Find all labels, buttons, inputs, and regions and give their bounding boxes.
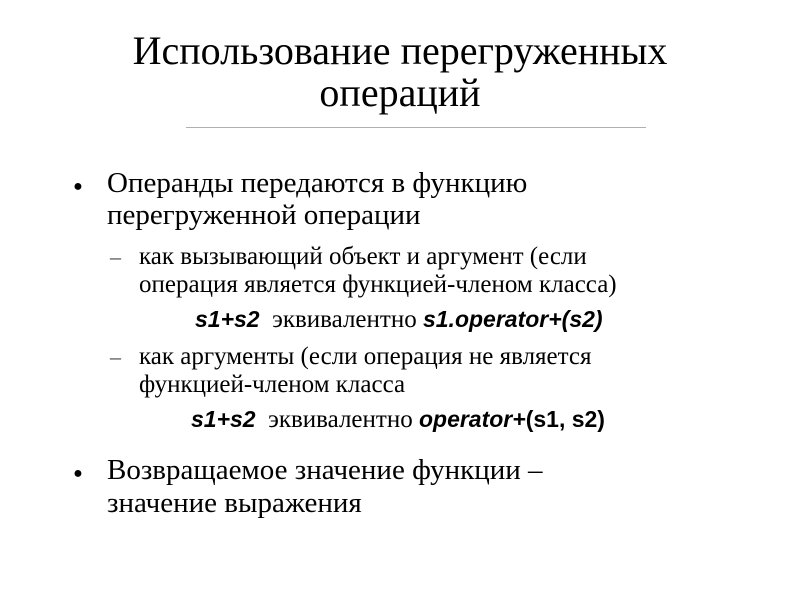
example-2 [191,404,605,435]
example-2-lhs: s1+s2 [191,406,256,432]
slide-title-line2: операций [319,70,481,115]
bullet-2-line2: значение выражения [107,487,362,519]
dash-icon: – [110,244,121,269]
example-1-word: эквивалентно [272,306,417,333]
example-1-rhs: s1.operator+(s2) [422,306,603,332]
bullet-1-line2: перегруженной операции [107,199,421,231]
subitem-1-line1: как вызывающий объект и аргумент (если [139,243,587,270]
subitem-2-line2: функцией-членом класса [139,371,406,398]
example-2-rhs-args: (s1, s2) [525,406,605,432]
bullet-1-line1: Операнды передаются в функцию [107,167,528,199]
example-2-word: эквивалентно [268,406,413,433]
bullet-2-line1: Возвращаемое значение функции – [107,454,543,486]
subitem-1-line2: операция является функцией-членом класса) [139,271,617,298]
bullet-dot-icon: ● [73,178,83,195]
subitem-2-line1: как аргументы (если операция не является [139,343,592,370]
example-1 [195,304,603,335]
bullet-dot-icon: ● [73,465,83,482]
slide-title-line1: Использование перегруженных [132,28,668,73]
example-1-lhs: s1+s2 [195,306,260,332]
title-divider [186,127,646,128]
example-2-rhs-prefix: operator+ [418,406,526,432]
dash-icon: – [110,344,121,369]
